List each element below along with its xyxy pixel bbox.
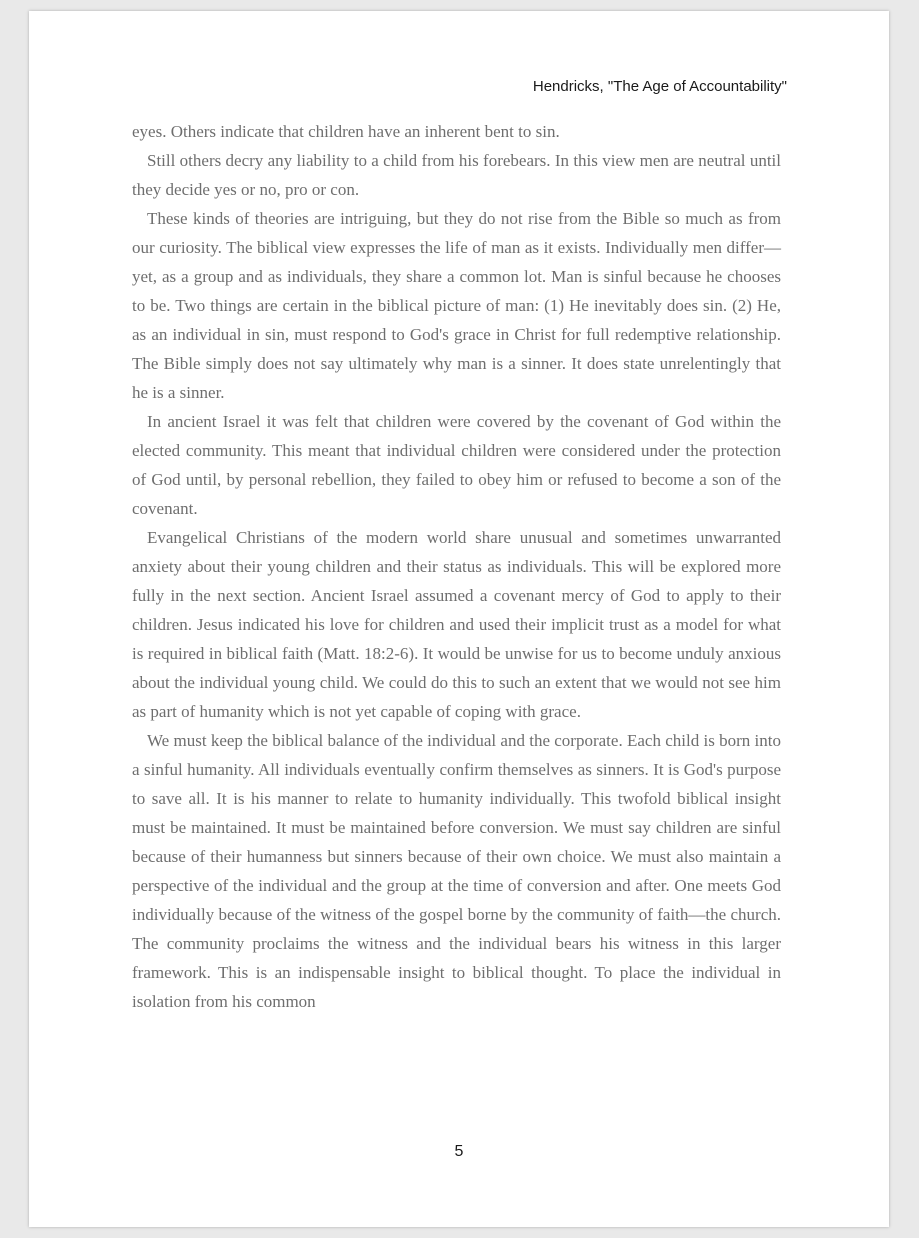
paragraph: In ancient Israel it was felt that children were covered by the covenant of God within the elected community. This meant that individual children were considered under the protection of God until, by personal rebellion, they failed to obey him or refused to become a son of the covenant. xyxy=(132,412,781,518)
paragraph: We must keep the biblical balance of the individual and the corporate. Each child is born into a sinful humanity. All individuals eventually confirm themselves as sinners. It is God's purpose to save all. It is his manner to relate to humanity individually. This twofold biblical insight must be maintained. It must be maintained before conversion. We must say children are sinful because of their humanness but sinners because of their own choice. We must also maintain a perspective of the individual and the group at the time of conversion and after. One meets God individually because of the witness of the gospel borne by the community of faith—the church. The community proclaims the witness and the individual bears his witness in this larger framework. This is an indispensable insight to biblical thought. To place the individual in isolation from his common xyxy=(132,731,781,1011)
paragraph: These kinds of theories are intriguing, but they do not rise from the Bible so much as from our curiosity. The biblical view expresses the life of man as it exists. Individually men differ—yet, as a group and as individuals, they share a common lot. Man is sinful because he chooses to be. Two things are certain in the biblical picture of man: (1) He inevitably does sin. (2) He, as an individual in sin, must respond to God's grace in Christ for full redemptive relationship. The Bible simply does not say ultimately why man is a sinner. It does state unrelentingly that he is a sinner. xyxy=(132,209,781,402)
paragraph: Still others decry any liability to a child from his forebears. In this view men are neutral until they decide yes or no, pro or con. xyxy=(132,151,781,199)
page-body xyxy=(132,117,781,1016)
paragraph: Evangelical Christians of the modern world share unusual and sometimes unwarranted anxiety about their young children and their status as individuals. This will be explored more fully in the next section. Ancient Israel assumed a covenant mercy of God to apply to their children. Jesus indicated his love for children and used their implicit trust as a model for what is required in biblical faith (Matt. 18:2-6). It would be unwise for us to become unduly anxious about the individual young child. We could do this to such an extent that we would not see him as part of humanity which is not yet capable of coping with grace. xyxy=(132,528,781,721)
page-number: 5 xyxy=(454,1143,464,1160)
running-header: Hendricks, "The Age of Accountability" xyxy=(532,78,787,95)
document-page xyxy=(29,11,889,1227)
paragraph-continued: eyes. Others indicate that children have an inherent bent to sin. xyxy=(132,122,560,141)
